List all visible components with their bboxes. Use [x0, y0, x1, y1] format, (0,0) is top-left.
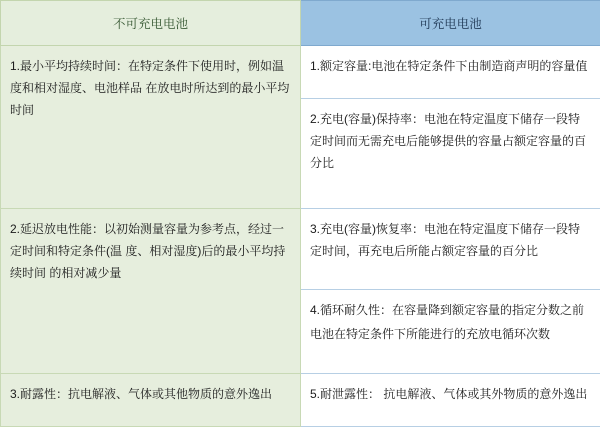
right-item-4: [301, 290, 600, 374]
header-cell-rechargeable: 可充电电池: [301, 1, 600, 46]
right-item-3: [301, 208, 600, 289]
header-cell-non-rechargeable: 不可充电电池: [1, 1, 301, 46]
left-item-2: [1, 208, 301, 373]
left-item-3-line-1: 3.耐露性：抗电解液、气体或其他物质的意外逸出: [10, 387, 273, 402]
right-item-2-line-1: 2.充电(容量)保持率：电池在特定温度下储存一段特定时间而无需充电后能够提供的容量占额定容量的百分比: [310, 111, 587, 171]
table-row: [1, 374, 600, 427]
right-item-2: [301, 98, 600, 208]
table-header-row: [1, 1, 600, 46]
left-item-3: [1, 374, 301, 427]
right-item-1-line-1: 1.额定容量:电池在特定条件下由制造商声明的容量值: [310, 59, 588, 73]
right-item-4-line-1: 4.循环耐久性：在容量降到额定容量的指定分数之前: [310, 303, 585, 318]
left-item-2-line-1: 2.延迟放电性能：以初始测量容量为参考点，经过一定时间和特定条件(温 度、相对湿度)后的最小平均持续时间 的相对减少量: [10, 221, 286, 281]
right-item-3-line-1: 3.充电(容量)恢复率：电池在特定温度下储存一段特定时间，再充电后所能占额定容量的百分比: [310, 221, 581, 258]
table-row: [1, 46, 600, 99]
table-row: [1, 208, 600, 289]
left-item-1-line-1: 1.最小平均持续时间：在特定条件下使用时，例如温度和相对湿度、电池样品 在放电时所达到的最小平均时间: [10, 59, 290, 118]
left-item-1: [1, 46, 301, 209]
right-item-4-line-2: 电池在特定条件下所能进行的充放电循环次数: [310, 327, 551, 342]
right-item-1: [301, 46, 600, 99]
right-item-5: [301, 374, 600, 427]
right-item-5-line-1: 5.耐泄露性： 抗电解液、气体或其外物质的意外逸出: [310, 387, 588, 402]
